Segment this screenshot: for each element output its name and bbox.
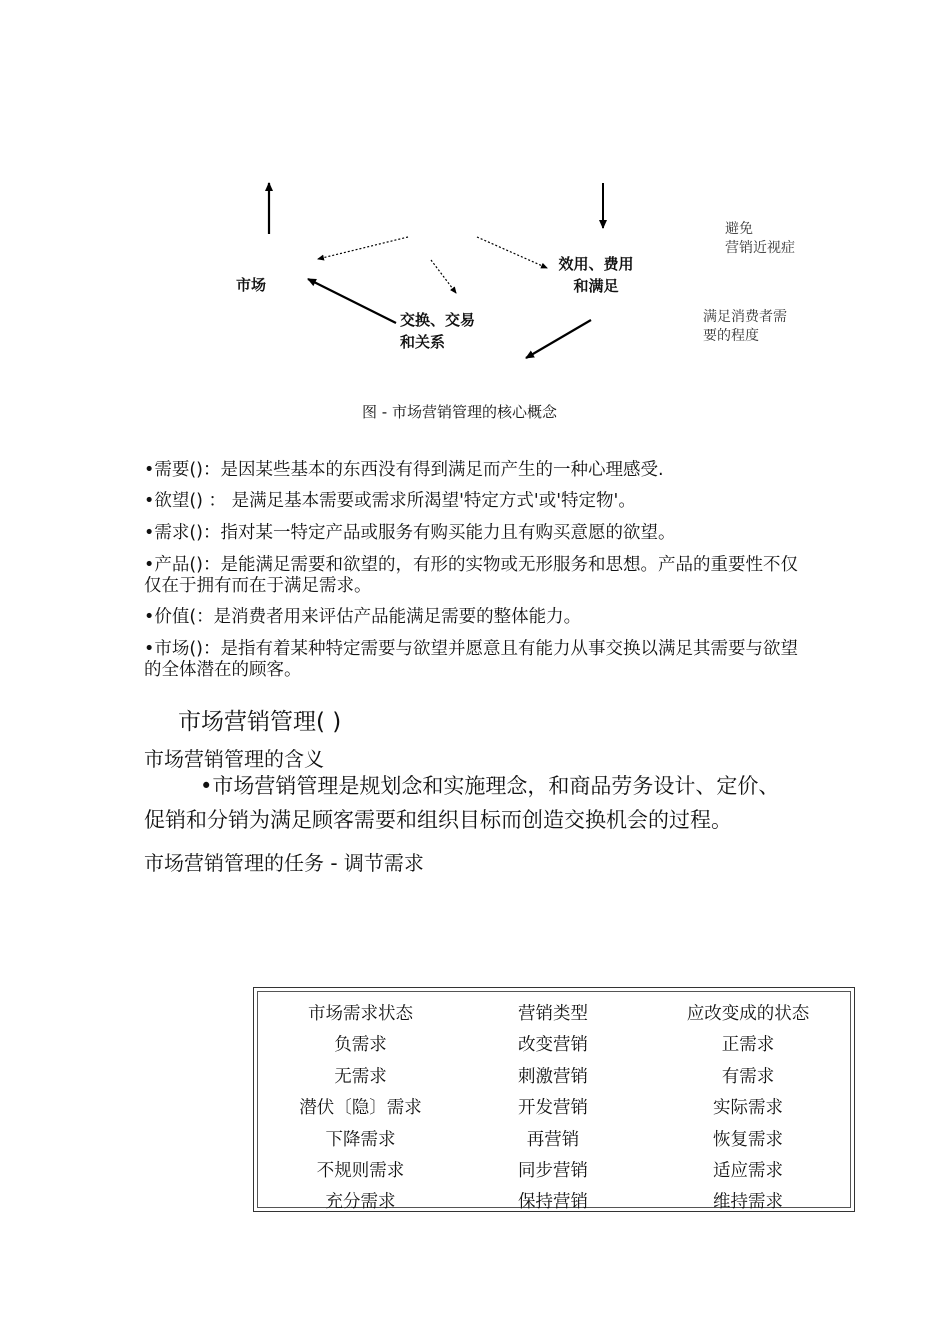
demand-table: [253, 987, 855, 1212]
table-cell: 适应需求: [713, 1161, 783, 1181]
arrow-utility-down-left: [526, 320, 591, 358]
definition-need: •需要()：是因某些基本的东西没有得到满足而产生的一种心理感受.: [144, 460, 664, 480]
definition-market: •市场()：是指有着某种特定需要与欲望并愿意且有能力从事交换以满足其需要与欲望的全体潜在的顾客。: [144, 639, 798, 680]
note-avoid-line1: 避免: [725, 221, 753, 237]
dotted-arrow-to-exchange: [431, 260, 456, 293]
task-heading: 市场营销管理的任务 - 调节需求: [144, 851, 424, 875]
node-exchange-line1: 交换、交易: [400, 311, 476, 329]
node-exchange-line2: 和关系: [400, 333, 446, 351]
definition-value: •价值(：是消费者用来评估产品能满足需要的整体能力。: [144, 607, 582, 627]
table-header-cell: 营销类型: [518, 1004, 588, 1024]
node-utility: [553, 253, 639, 297]
definition-demand: •需求()：指对某一特定产品或服务有购买能力且有购买意愿的欲望。: [144, 523, 676, 543]
table-cell: 充分需求: [325, 1192, 396, 1212]
table-cell: 负需求: [334, 1035, 387, 1055]
table-cell: 下降需求: [325, 1130, 396, 1150]
table-row: [258, 1186, 850, 1218]
note-avoid-myopia: [725, 220, 795, 258]
note-avoid-line2: 营销近视症: [725, 240, 795, 256]
table-row: [258, 1029, 850, 1061]
arrow-exchange-to-market: [308, 279, 396, 323]
table-row: [258, 1155, 850, 1187]
table-cell: 实际需求: [713, 1098, 783, 1118]
demand-table-inner: [257, 991, 851, 1212]
table-cell: 有需求: [721, 1067, 775, 1087]
table-cell: 维持需求: [713, 1192, 783, 1212]
node-utility-line1: 效用、费用: [558, 255, 634, 273]
table-row: [258, 1092, 850, 1124]
meaning-line-2: 促销和分销为满足顾客需要和组织目标而创造交换机会的过程。: [144, 808, 732, 832]
dotted-arrow-to-market: [318, 237, 408, 259]
diagram-caption: 图 - 市场营销管理的核心概念: [362, 403, 557, 421]
table-cell: 保持营销: [518, 1192, 588, 1212]
node-market: 市场: [236, 276, 267, 294]
dotted-arrow-to-utility: [477, 237, 547, 268]
table-cell: 无需求: [334, 1067, 387, 1087]
table-row: [258, 1124, 850, 1156]
note-satisfaction: [703, 308, 787, 346]
table-cell: 改变营销: [518, 1035, 588, 1055]
note-satisfy-line2: 要的程度: [703, 328, 759, 344]
table-cell: 潜伏〔隐〕需求: [299, 1098, 422, 1118]
table-cell: 不规则需求: [316, 1161, 405, 1181]
meaning-line-1: •市场营销管理是规划念和实施理念，和商品劳务设计、定价、: [200, 774, 780, 798]
note-satisfy-line1: 满足消费者需: [703, 309, 787, 325]
table-cell: 开发营销: [518, 1098, 588, 1118]
node-utility-line2: 和满足: [573, 277, 619, 295]
table-cell: 刺激营销: [518, 1067, 588, 1087]
concept-diagram: [0, 0, 950, 430]
definition-want: •欲望() ： 是满足基本需要或需求所渴望'特定方式'或'特定物'。: [144, 491, 636, 511]
table-cell: 再营销: [526, 1130, 580, 1150]
table-header-row: [258, 998, 850, 1030]
table-cell: 恢复需求: [713, 1130, 783, 1150]
definition-product: •产品()：是能满足需要和欲望的，有形的实物或无形服务和思想。产品的重要性不仅仅在于拥有而在于满足需求。: [144, 555, 798, 596]
meaning-heading: 市场营销管理的含义: [144, 747, 324, 771]
table-header-cell: 应改变成的状态: [686, 1004, 810, 1024]
section-title: 市场营销管理( ): [178, 709, 342, 735]
table-row: [258, 1061, 850, 1093]
table-cell: 正需求: [721, 1035, 775, 1055]
node-exchange: [400, 309, 475, 353]
table-cell: 同步营销: [518, 1161, 588, 1181]
table-header-cell: 市场需求状态: [308, 1004, 413, 1024]
